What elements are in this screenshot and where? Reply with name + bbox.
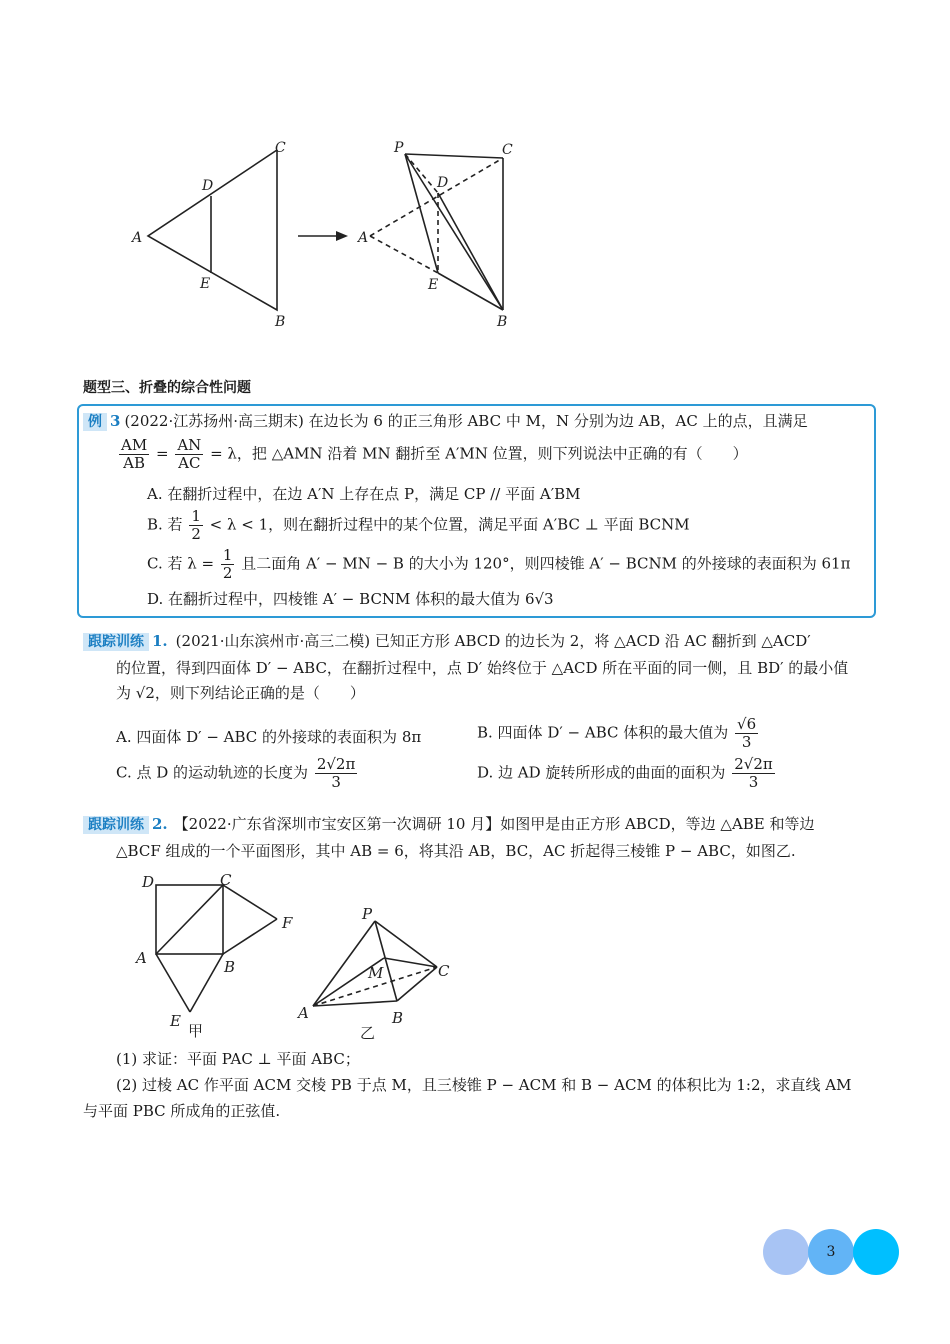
- track-1-tag: 跟踪训练: [83, 633, 149, 651]
- example-3-stem-line1: [83, 410, 808, 433]
- label-right-D: D: [437, 175, 449, 191]
- label-right-A: A: [358, 230, 369, 246]
- label-jia-E: E: [170, 1012, 181, 1030]
- example-3-stem-text: (2022·江苏扬州·高三期末) 在边长为 6 的正三角形 ABC 中 M，N 分别为边 AB，AC 上的点，且满足: [124, 412, 808, 430]
- page-number: 3: [826, 1244, 836, 1260]
- label-yi-B: B: [392, 1009, 404, 1027]
- example-3-option-a: A. 在翻折过程中，在边 A′N 上存在点 P，满足 CP // 平面 A′BM: [147, 485, 581, 503]
- label-right-C: C: [502, 142, 513, 158]
- track-1-option-a: A. 四面体 D′ − ABC 的外接球的表面积为 8π: [116, 728, 422, 746]
- fraction-c: $\frac{2√2\pi}{3}$: [316, 755, 356, 791]
- label-left-C: C: [275, 140, 286, 156]
- label-yi-M: M: [368, 964, 384, 982]
- label-jia-D: D: [142, 873, 155, 891]
- track-2-question-2-line2: 与平面 PBC 所成角的正弦值.: [83, 1102, 281, 1120]
- example-3-option-c: C. 若 λ = $\frac{1}{2}$ 且二面角 A′ − MN − B 的大小为 120°，则四棱锥 A′ − BCNM 的外接球的表面积为 61π: [147, 546, 851, 582]
- fraction-half-c: $\frac{1}{2}$: [222, 546, 233, 582]
- caption-yi: 乙: [360, 1024, 376, 1042]
- label-left-D: D: [202, 178, 214, 194]
- track-1-line2: 的位置，得到四面体 D′ − ABC，在翻折过程中，点 D′ 始终位于 △ACD 所在平面的同一侧，且 BD′ 的最小值: [116, 659, 849, 677]
- track-1-line1: [83, 630, 811, 653]
- track-1-line3: 为 √2，则下列结论正确的是（ ）: [116, 684, 365, 702]
- track-2-text: 【2022·广东省深圳市宝安区第一次调研 10 月】如图甲是由正方形 ABCD，等边 △ABE 和等边: [173, 815, 815, 833]
- track-2-line1: [83, 813, 815, 836]
- track-1-option-b: B. 四面体 D′ − ABC 体积的最大值为 $\frac{√6}{3}$: [477, 715, 757, 751]
- fraction-sqrt6-3: $\frac{√6}{3}$: [737, 715, 757, 751]
- label-left-B: B: [275, 314, 286, 330]
- track-1-option-c: C. 点 D 的运动轨迹的长度为 $\frac{2√2\pi}{3}$: [116, 755, 356, 791]
- section-title: 题型三、折叠的综合性问题: [83, 380, 251, 396]
- fraction-half-b: $\frac{1}{2}$: [191, 507, 201, 543]
- label-right-P: P: [394, 140, 404, 156]
- track-1-number: 1.: [152, 632, 168, 650]
- page-circle-right: [853, 1229, 899, 1275]
- track-2-tag: 跟踪训练: [83, 816, 149, 834]
- label-yi-A: A: [298, 1004, 309, 1022]
- track-1-option-d: D. 边 AD 旋转所形成的曲面的面积为 $\frac{2√2\pi}{3}$: [477, 755, 773, 791]
- equals-sign: =: [155, 444, 169, 463]
- example-number: 3: [110, 412, 121, 430]
- fraction-an-ac: $\frac{AN}{AC}$: [177, 436, 202, 472]
- track-2-question-1: (1) 求证：平面 PAC ⊥ 平面 ABC；: [116, 1050, 360, 1068]
- label-yi-C: C: [438, 962, 450, 980]
- fraction-d: $\frac{2√2\pi}{3}$: [734, 755, 773, 791]
- example-3-stem-rest: = λ，把 △AMN 沿着 MN 翻折至 A′MN 位置，则下列说法中正确的有（ ）: [210, 444, 748, 463]
- label-jia-C: C: [220, 871, 232, 889]
- page-circle-left: [763, 1229, 809, 1275]
- track-1-text: (2021·山东滨州市·高三二模) 已知正方形 ABCD 的边长为 2，将 △ACD 沿 AC 翻折到 △ACD′: [175, 632, 811, 650]
- label-jia-B: B: [224, 958, 236, 976]
- track-2-number: 2.: [152, 815, 168, 833]
- caption-jia: 甲: [188, 1022, 204, 1040]
- label-yi-P: P: [362, 905, 373, 923]
- label-right-B: B: [497, 314, 508, 330]
- figure-jia-yi: [120, 866, 480, 1046]
- label-left-E: E: [200, 276, 211, 292]
- example-tag: 例: [83, 413, 107, 431]
- label-jia-F: F: [282, 914, 293, 932]
- example-3-option-d: D. 在翻折过程中，四棱锥 A′ − BCNM 体积的最大值为 6√3: [147, 590, 554, 608]
- example-3-option-b: B. 若 $\frac{1}{2}$ < λ < 1，则在翻折过程中的某个位置，满足平面 A′BC ⊥ 平面 BCNM: [147, 507, 690, 543]
- folding-figure: [120, 130, 540, 340]
- label-right-E: E: [428, 277, 439, 293]
- example-3-stem-line2: [117, 437, 748, 472]
- label-left-A: A: [132, 230, 143, 246]
- track-2-line2: △BCF 组成的一个平面图形，其中 AB = 6，将其沿 AB，BC，AC 折起得三棱锥 P − ABC，如图乙.: [116, 842, 796, 860]
- fraction-am-ab: $\frac{AM}{AB}$: [121, 436, 148, 472]
- track-2-question-2-line1: (2) 过棱 AC 作平面 ACM 交棱 PB 于点 M，且三棱锥 P − ACM 和 B − ACM 的体积比为 1:2，求直线 AM: [116, 1076, 852, 1094]
- label-jia-A: A: [136, 949, 147, 967]
